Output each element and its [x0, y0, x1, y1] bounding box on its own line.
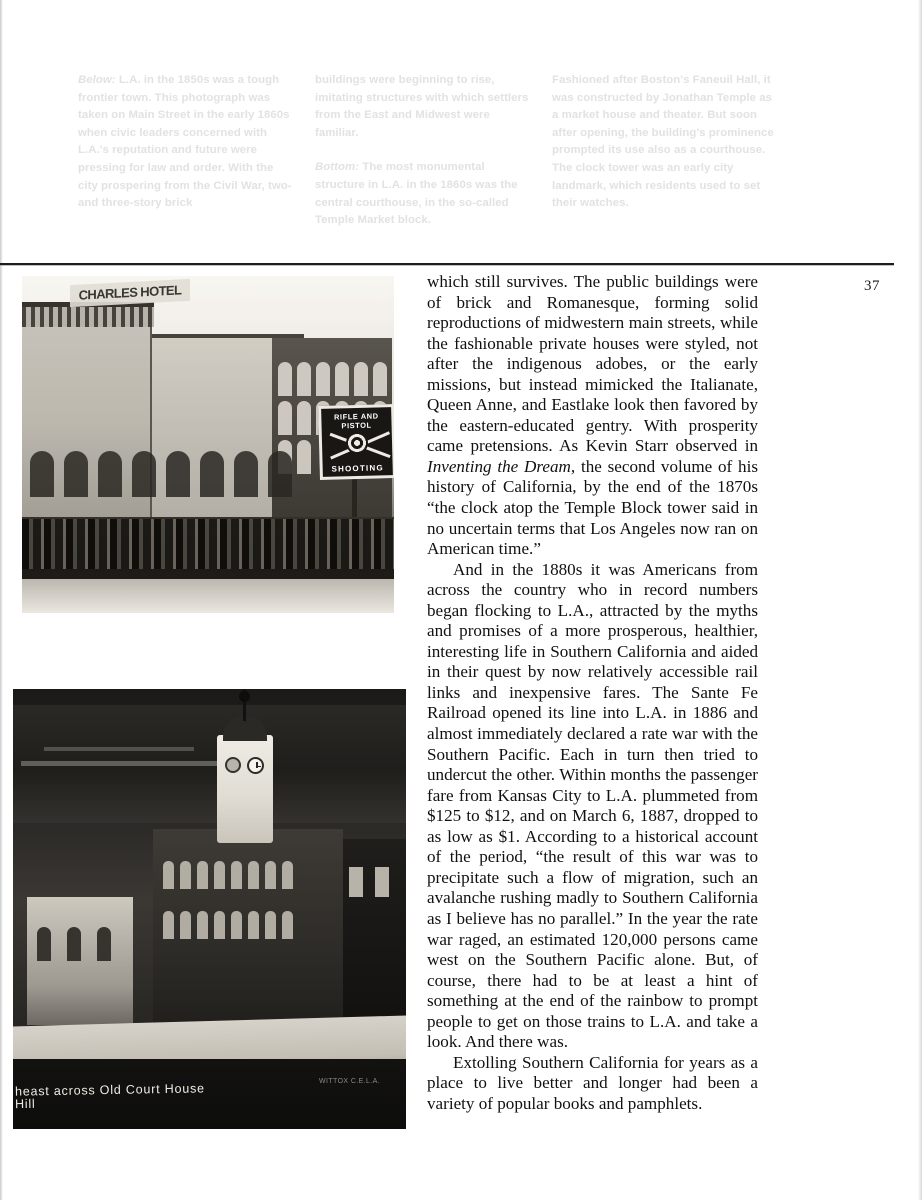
body-paragraph-2: And in the 1880s it was Americans from across the country who in record numbers began flocking to L.A., attracted by the myths and promises of a more prosperous, healthier, interesting life in Southern California and aided in their quest by now relatively accessible rail links and inexpensive fares. The Sante Fe Railroad opened its line into L.A. in 1886 and almost immediately declared a rate war with the Southern Pacific. Each in turn then tried to undercut the other. Within months the passenger fare from Kansas City to L.A. plummeted from $125 to $12, and on March 6, 1887, dropped to as low as $1. According to a historical account of the period, “the result of this war was to precipitate such a flow of migration, such an avalanche rushing madly to Southern California as I believe has no parallel.” In the year the rate war raged, an estimated 120,000 persons came west on the Southern Pacific alone. But, of course, there had to be at least a hint of something at the end of the rainbow to prompt people to get on those trains to L.A. and take a look. And there was. [427, 559, 758, 1052]
caption-column-1 [78, 72, 293, 230]
caption-paragraph-bottom [315, 159, 530, 229]
page-number: 37 [864, 278, 880, 294]
page-scan-edge-left [0, 0, 3, 1200]
body-paragraph-1-part-b: , the second volume of his history of California, by the end of the 1870s “the clock atop the Temple Block tower said in no uncertain terms that Los Angeles now ran on American time.” [427, 456, 758, 559]
rifle-and-pistol-sign [318, 404, 394, 480]
handwritten-caption-line-2: Hill [14, 1096, 36, 1112]
shooting-sign-top-text: RIFLE AND PISTOL [333, 411, 379, 431]
caption-text-below: L.A. in the 1850s was a tough frontier town. This photograph was taken on Main Street in the early 1860s when civic leaders concerned with L.A.'s reputation and future were pressing for law and order. With the city prospering from the Civil War, two- and three-story brick [78, 74, 292, 210]
body-paragraph-1-part-a: which still survives. The public buildings were of brick and Romanesque, forming solid reproductions of midwestern main streets, while the fashionable private houses were styled, not after the indigenous adobes, or the early missions, but instead mimicked the Italianate, Queen Anne, and Eastlake look then favored by the eastern-educated gentry. With prosperity came pretensions. As Kevin Starr observed in [427, 272, 758, 456]
handwritten-caption-line-1: heast across Old Court House [14, 1081, 205, 1099]
photo-clock-tower [217, 735, 273, 843]
photo-arcade-arches [30, 451, 292, 497]
body-paragraph-1 [427, 272, 758, 560]
caption-paragraph-below [78, 72, 293, 213]
photo-old-court-house [13, 689, 406, 1129]
photo-upper-window-row [163, 861, 293, 889]
body-text-column [427, 272, 758, 1114]
body-paragraph-3: Extolling Southern California for years as a place to live better and longer had been a variety of popular books and pamphlets. [427, 1052, 758, 1113]
photo-foreground-road [22, 579, 394, 613]
photo-hill-streak-2 [44, 747, 193, 751]
photographer-stamp: WITTOX C.E.L.A. [319, 1078, 381, 1085]
photo-left-windows [37, 927, 111, 961]
photo-tower-finial [239, 691, 250, 702]
shooting-sign-bottom-text: SHOOTING [331, 463, 384, 474]
caption-paragraph-faneuil: Fashioned after Boston's Faneuil Hall, it was constructed by Jonathan Temple as a market house and theater. But soon after opening, the building's prominence prompted its use also as a courthouse. The clock tower was an early city landmark, which residents used to set their watches. [552, 74, 774, 210]
photo-wagons-and-crowd [22, 519, 394, 569]
caption-text-bottom: The most monumental structure in L.A. in the 1860s was the central courthouse, in the so-called Temple Market block. [315, 161, 518, 227]
photo-main-street-1860s [22, 276, 394, 613]
book-title-inventing-the-dream: Inventing the Dream [427, 456, 571, 476]
clock-face-icon [247, 757, 264, 774]
photo-lower-window-row [163, 911, 293, 939]
hotel-sign: CHARLES HOTEL [70, 279, 190, 307]
caption-paragraph-continuation: buildings were beginning to rise, imitating structures with which settlers from the East and Midwest were familiar. [315, 74, 529, 139]
caption-column-3 [552, 72, 778, 230]
caption-lead-bottom: Bottom: [315, 161, 359, 174]
target-icon [346, 432, 369, 455]
caption-column-2 [315, 72, 530, 230]
photo-left-building [27, 897, 133, 1025]
header-rule [0, 263, 894, 265]
caption-band [78, 72, 778, 230]
page-scan-edge-right [918, 0, 922, 1200]
clock-face-left-icon [225, 757, 241, 773]
caption-lead-below: Below: [78, 74, 116, 86]
